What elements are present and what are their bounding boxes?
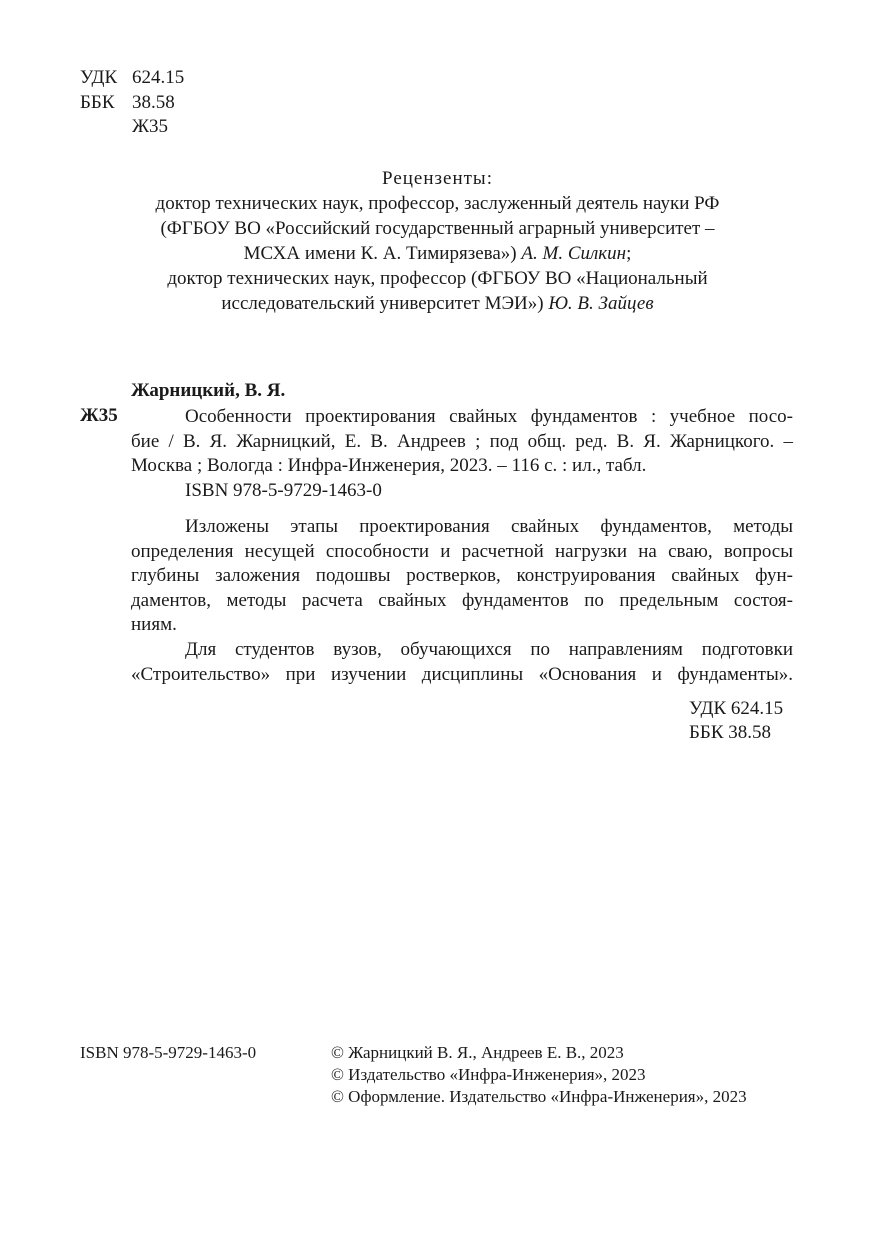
udk-code [80,67,184,89]
abstract-p2-line-1: Для студентов вузов, обучающихся по направлениям подготовки [185,638,793,660]
reviewer-line-4: доктор технических наук, профессор (ФГБОУ ВО «Национальный [167,268,708,289]
bib-description [131,405,793,503]
bib-author: Жарницкий, В. Я. [131,380,286,401]
bib-isbn: ISBN 978-5-9729-1463-0 [185,479,382,501]
abstract-p1-line-2: определения несущей способности и расчетной нагрузки на сваю, вопросы [131,540,793,562]
bottom-bbk: ББК 38.58 [689,722,771,743]
abstract-p2-line-2: «Строительство» при изучении дисциплины «Основания и фундаменты». [131,663,793,685]
abstract-p1-line-3: глубины заложения подошвы ростверков, конструирования свайных фун- [131,565,793,587]
author-mark: Ж35 [132,116,169,137]
abstract-p1-line-1: Изложены этапы проектирования свайных фундаментов, методы [185,516,793,537]
udk-label: УДК [80,67,118,88]
reviewer-separator: ; [626,243,632,264]
reviewer-line-2: (ФГБОУ ВО «Российский государственный аграрный университет – [160,218,715,239]
bbk-code [80,92,175,114]
reviewer-line-1: доктор технических наук, профессор, заслуженный деятель науки РФ [155,193,720,214]
reviewer-line-3 [80,241,795,266]
reviewers-heading: Рецензенты: [382,168,493,189]
reviewer-name-1: А. М. Силкин [521,243,627,264]
reviewer-line-5 [80,291,795,316]
bottom-udk: УДК 624.15 [689,698,784,719]
abstract [131,515,793,687]
reviewer-affiliation-1: МСХА имени К. А. Тимирязева») [243,243,517,264]
abstract-p1-line-5: ниям. [131,614,177,636]
bib-mark: Ж35 [80,405,118,426]
reviewers-block [80,166,795,316]
udk-value: 624.15 [132,67,185,88]
copyright-authors: © Жарницкий В. Я., Андреев Е. В., 2023 [331,1043,624,1062]
bib-line-1: Особенности проектирования свайных фундаментов : учебное посо- [185,406,793,427]
reviewer-name-2: Ю. В. Зайцев [548,293,654,314]
bib-line-2: бие / В. Я. Жарницкий, Е. В. Андреев ; под общ. ред. В. Я. Жарницкого. – [131,430,793,452]
bib-line-3: Москва ; Вологда : Инфра-Инженерия, 2023. – 116 с. : ил., табл. [131,455,647,477]
copyright-publisher: © Издательство «Инфра-Инженерия», 2023 [331,1065,646,1084]
footer-isbn: ISBN 978-5-9729-1463-0 [80,1043,257,1062]
reviewer-affiliation-2: исследовательский университет МЭИ») [221,293,544,314]
bbk-value: 38.58 [132,92,175,113]
abstract-p1-line-4: даментов, методы расчета свайных фундаментов по предельным состоя- [131,589,793,611]
bbk-label: ББК [80,92,115,113]
copyright-design: © Оформление. Издательство «Инфра-Инженерия», 2023 [331,1087,747,1106]
